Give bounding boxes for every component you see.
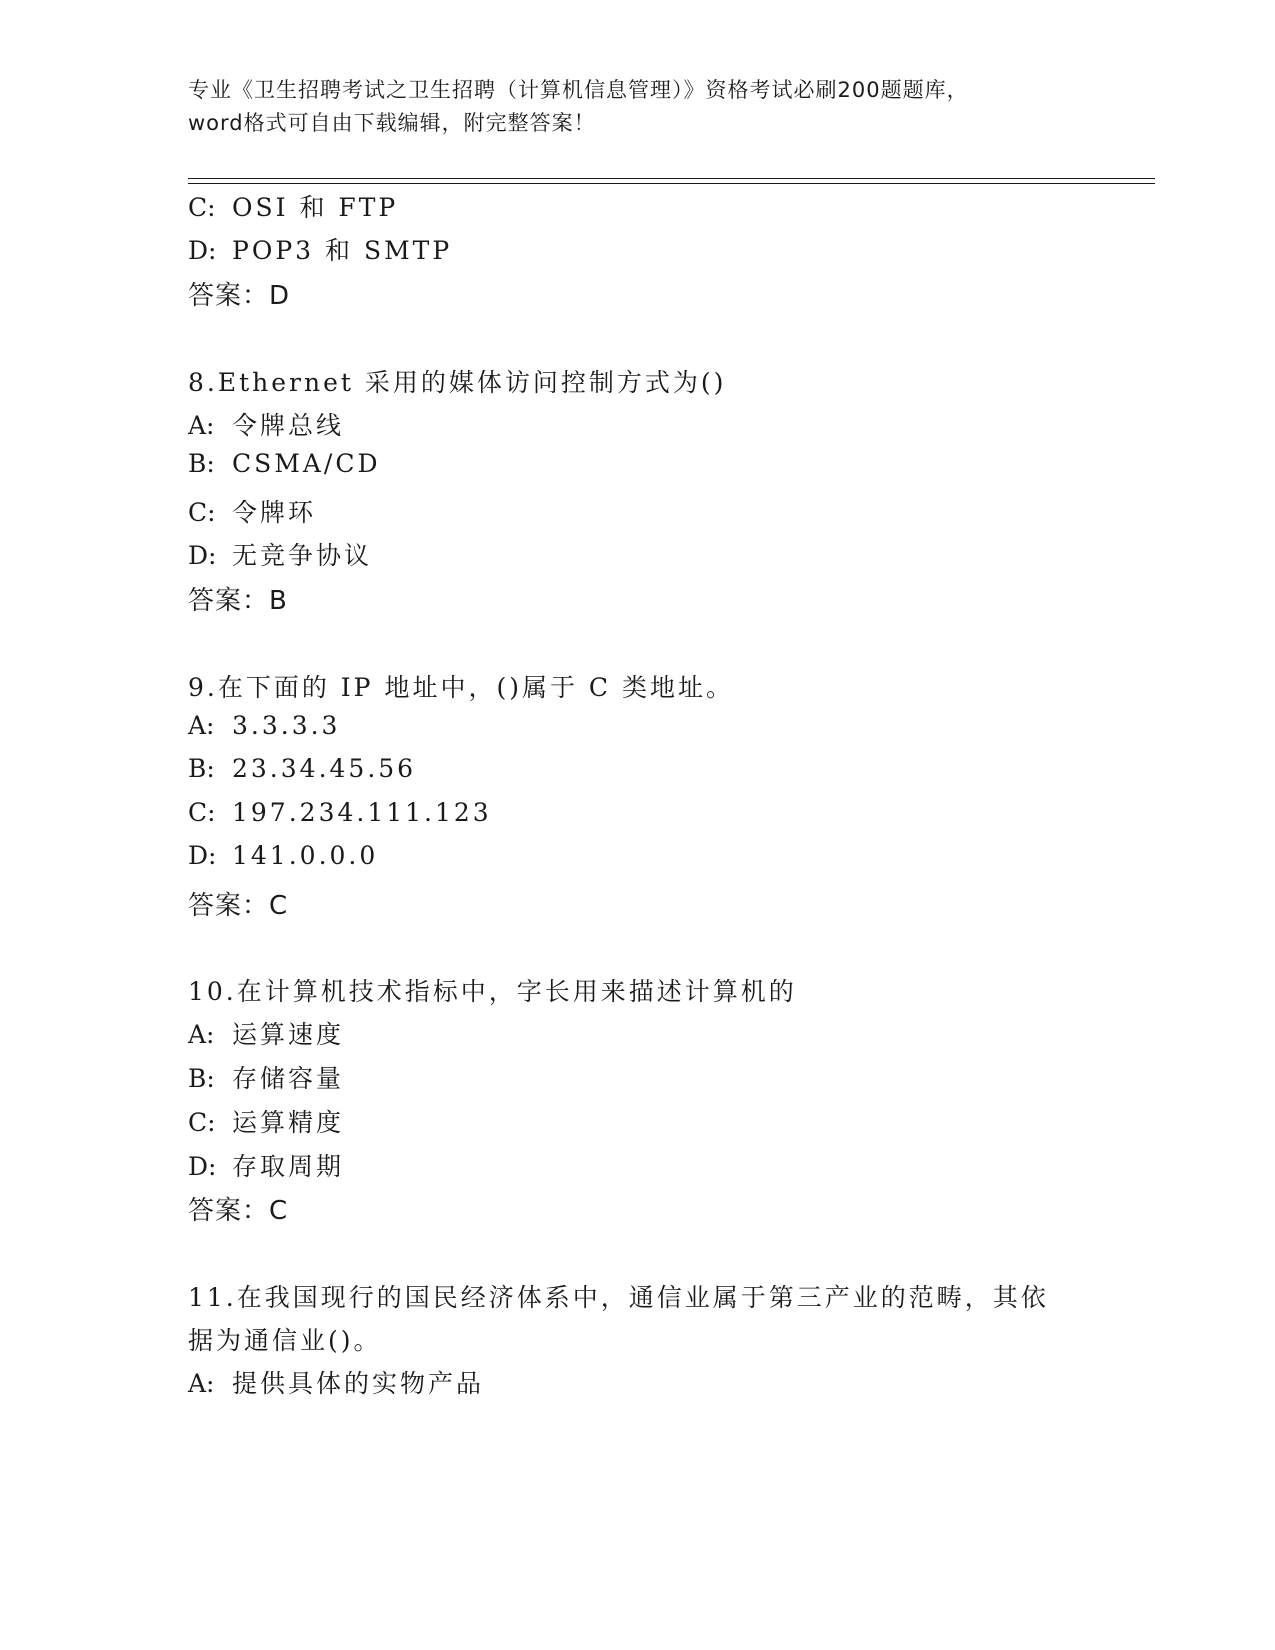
q8-option-b: B: CSMA/CD: [188, 449, 381, 478]
q9-stem: 9.在下面的 IP 地址中，()属于 C 类地址。: [188, 673, 734, 702]
q9-option-c: C: 197.234.111.123: [188, 798, 492, 827]
q8-option-c: C: 令牌环: [188, 498, 317, 527]
q11-stem-line-1: 11.在我国现行的国民经济体系中，通信业属于第三产业的范畴，其依: [188, 1283, 1049, 1312]
q9-option-a: A: 3.3.3.3: [188, 711, 341, 740]
q8-stem: 8.Ethernet 采用的媒体访问控制方式为(): [188, 368, 727, 397]
q9-answer: 答案：C: [188, 891, 289, 921]
document-header: [188, 74, 1088, 140]
q10-stem: 10.在计算机技术指标中，字长用来描述计算机的: [188, 977, 797, 1006]
q8-answer: 答案：B: [188, 586, 288, 616]
q10-option-b: B: 存储容量: [188, 1064, 345, 1093]
q10-option-c: C: 运算精度: [188, 1108, 345, 1137]
q8-option-d: D: 无竞争协议: [188, 541, 373, 570]
q10-option-d: D: 存取周期: [188, 1152, 345, 1181]
q11-stem-line-2: 据为通信业()。: [188, 1326, 382, 1355]
header-divider-bottom: [188, 183, 1155, 184]
q10-answer: 答案：C: [188, 1196, 289, 1226]
q9-option-b: B: 23.34.45.56: [188, 754, 417, 783]
q10-option-a: A: 运算速度: [188, 1020, 345, 1049]
q9-option-d: D: 141.0.0.0: [188, 841, 379, 870]
header-divider-top: [188, 178, 1155, 179]
q7-option-d: D: POP3 和 SMTP: [188, 236, 453, 265]
header-line-2: word格式可自由下载编辑，附完整答案！: [188, 111, 596, 135]
header-line-1: 专业《卫生招聘考试之卫生招聘（计算机信息管理）》资格考试必刷200题题库，: [188, 78, 969, 102]
q8-option-a: A: 令牌总线: [188, 411, 345, 440]
q7-answer: 答案：D: [188, 281, 291, 311]
q11-option-a: A: 提供具体的实物产品: [188, 1369, 485, 1398]
q7-option-c: C: OSI 和 FTP: [188, 193, 399, 222]
